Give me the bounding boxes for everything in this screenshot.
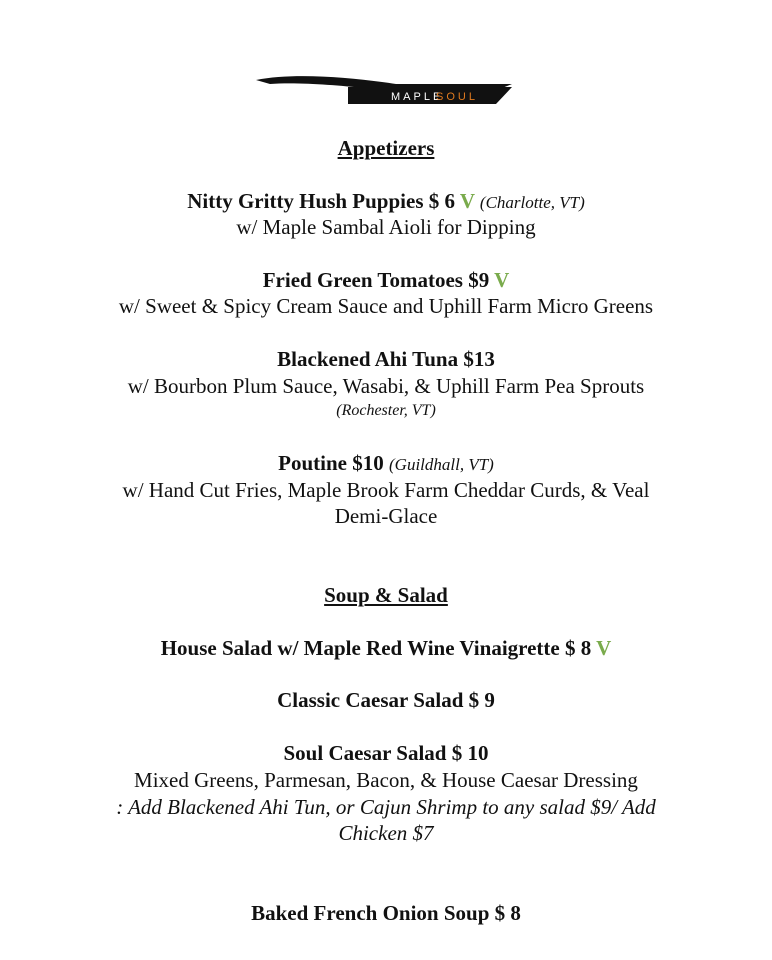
item-name: Poutine $10 (278, 451, 384, 475)
add-on-note-continued: Chicken $7 (338, 821, 434, 845)
section-heading-appetizers: Appetizers (337, 136, 435, 160)
logo-swoosh (256, 76, 512, 88)
menu-item-hush-puppies (0, 189, 772, 214)
menu-item-green-tomatoes (0, 268, 772, 293)
menu-item-poutine (0, 451, 772, 476)
item-name: Fried Green Tomatoes $9 (262, 268, 490, 292)
add-on-note: : Add Blackened Ahi Tun, or Cajun Shrimp to any salad $9/ Add (116, 795, 656, 819)
item-description: w/ Hand Cut Fries, Maple Brook Farm Cheddar Curds, & Veal (122, 478, 650, 502)
vegetarian-marker: V (494, 268, 510, 292)
vegetarian-marker: V (596, 636, 612, 660)
section-heading-soup-salad: Soup & Salad (324, 583, 448, 607)
menu-item-classic-caesar: Classic Caesar Salad $ 9 (277, 688, 495, 712)
menu-item-onion-soup: Baked French Onion Soup $ 8 (251, 901, 521, 925)
menu-item-house-salad (0, 636, 772, 661)
item-name: House Salad w/ Maple Red Wine Vinaigrette $ 8 (160, 636, 592, 660)
maple-soul-logo (256, 74, 512, 106)
menu-item-ahi-tuna: Blackened Ahi Tuna $13 (277, 347, 495, 371)
vegetarian-marker: V (459, 189, 475, 213)
item-description-continued: Demi-Glace (334, 504, 438, 528)
item-name: Nitty Gritty Hush Puppies $ 6 (187, 189, 455, 213)
item-description: w/ Maple Sambal Aioli for Dipping (236, 215, 536, 239)
menu-item-soul-caesar: Soul Caesar Salad $ 10 (283, 741, 489, 765)
item-origin: (Guildhall, VT) (389, 455, 494, 474)
logo-text-soul: SOUL (436, 91, 478, 103)
item-description: Mixed Greens, Parmesan, Bacon, & House Caesar Dressing (134, 768, 638, 792)
item-description: w/ Bourbon Plum Sauce, Wasabi, & Uphill Farm Pea Sprouts (127, 374, 645, 398)
item-origin: (Rochester, VT) (336, 402, 436, 419)
logo-text-maple: MAPLE (391, 91, 444, 103)
item-origin: (Charlotte, VT) (479, 193, 585, 212)
item-description: w/ Sweet & Spicy Cream Sauce and Uphill Farm Micro Greens (118, 294, 654, 318)
